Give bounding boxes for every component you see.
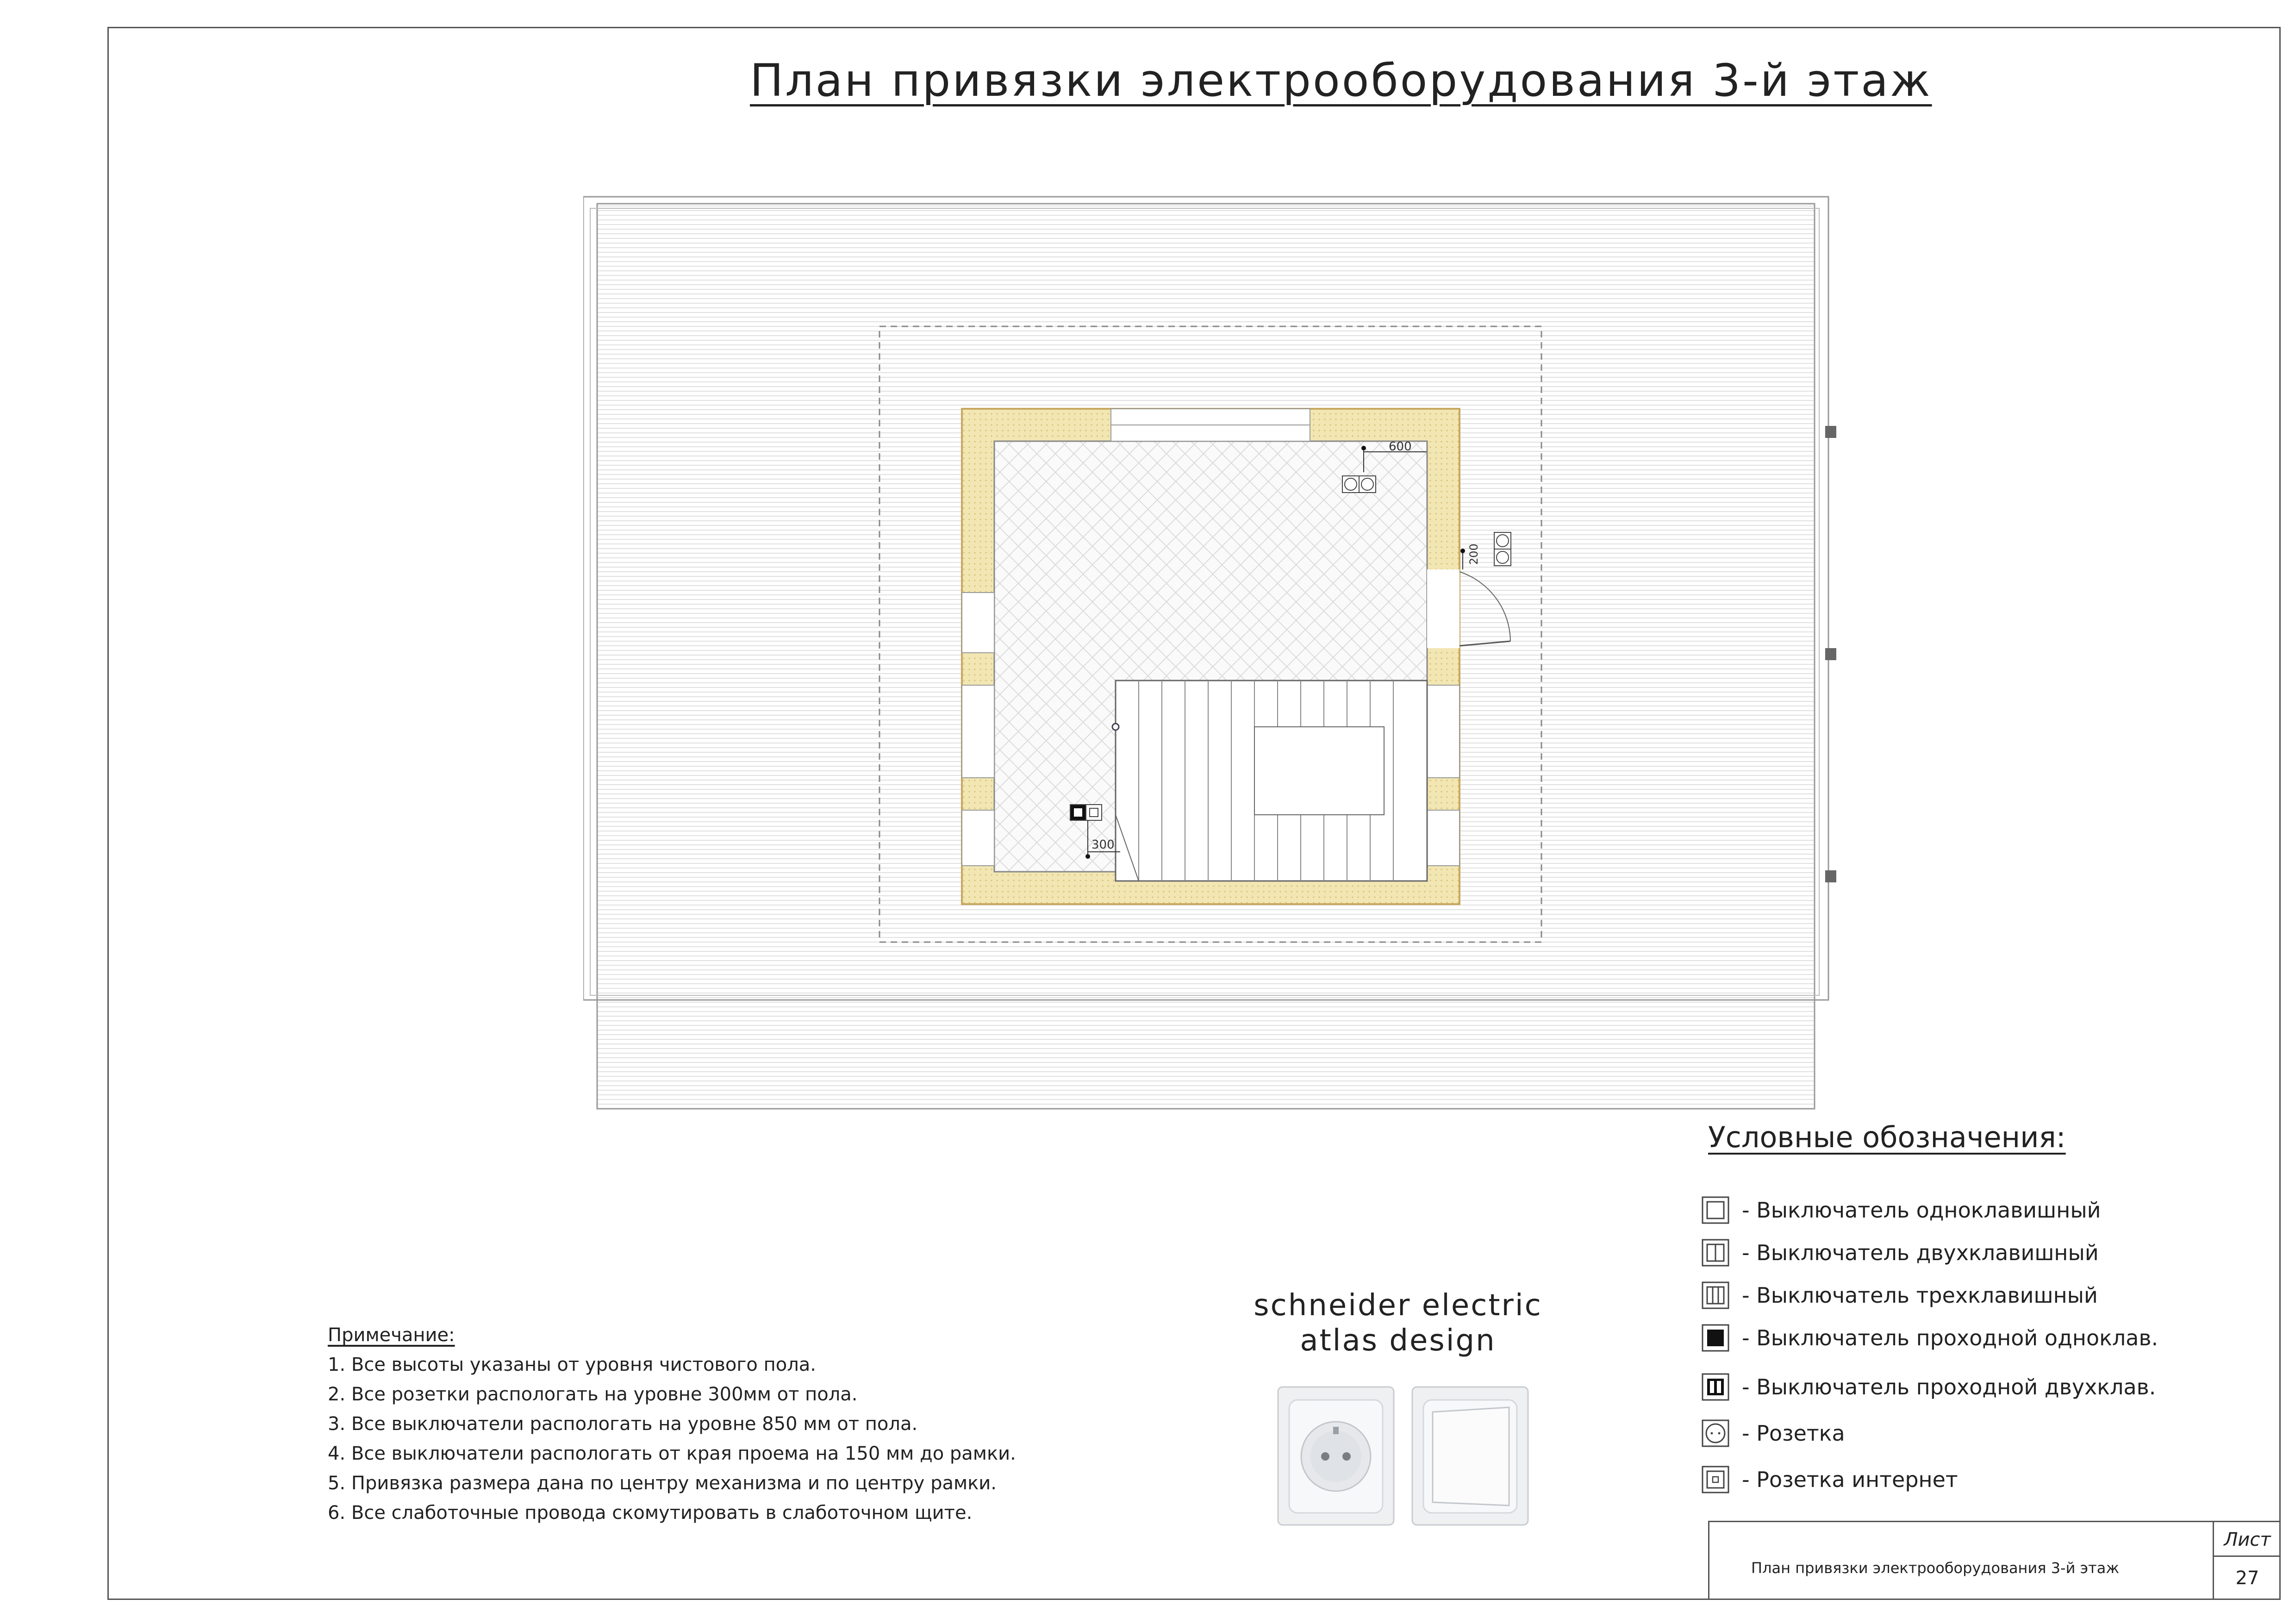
sheet-label: Лист	[2213, 1521, 2281, 1557]
socket-product-image	[1278, 1387, 1394, 1525]
note-item: 6. Все слаботочные провода скомутировать в слаботочном щите.	[328, 1502, 973, 1524]
triple-switch-icon	[1701, 1281, 1730, 1310]
legend-label: - Выключатель одноклавишный	[1742, 1198, 2101, 1223]
staircase	[1112, 681, 1427, 881]
sheet-number: 27	[2213, 1557, 2281, 1600]
legend-item	[1701, 1418, 1845, 1449]
socket-pair	[1342, 476, 1376, 493]
legend-item	[1701, 1372, 2156, 1402]
note-item: 3. Все выключатели распологать на уровне 850 мм от пола.	[328, 1413, 918, 1435]
legend-item	[1701, 1280, 2098, 1311]
roof-anchor	[1825, 426, 1836, 882]
legend-label: - Выключатель двухклавишный	[1742, 1240, 2099, 1265]
product-images	[1275, 1384, 1534, 1543]
note-item: 5. Привязка размера дана по центру механизма и по центру рамки.	[328, 1473, 997, 1494]
passthrough-single-switch-icon	[1701, 1324, 1730, 1352]
legend-item	[1701, 1237, 2099, 1268]
legend-item	[1701, 1464, 1958, 1495]
legend-label: - Розетка интернет	[1742, 1467, 1958, 1492]
dimension-top-label: 600	[1389, 440, 1412, 454]
switch-product-image	[1412, 1387, 1528, 1525]
title-block	[1708, 1521, 2281, 1600]
title-block-name-text: План привязки электрооборудования 3-й этаж	[1751, 1559, 2120, 1577]
page-title: План привязки электрооборудования 3-й этаж	[750, 55, 1932, 106]
legend-item	[1701, 1195, 2101, 1225]
note-item: 2. Все розетки распологать на уровне 300мм от пола.	[328, 1384, 858, 1405]
legend-label: - Розетка	[1742, 1421, 1845, 1446]
legend-label: - Выключатель проходной одноклав.	[1742, 1325, 2158, 1350]
legend-label: - Выключатель проходной двухклав.	[1742, 1374, 2156, 1399]
legend-label: - Выключатель трехклавишный	[1742, 1283, 2098, 1308]
double-switch-icon	[1701, 1238, 1730, 1267]
legend-title: Условные обозначения:	[1708, 1120, 2066, 1154]
passthrough-double-switch-icon	[1701, 1373, 1730, 1401]
title-block-name	[1708, 1521, 2213, 1600]
floor-plan	[583, 194, 1865, 1122]
single-switch-icon	[1701, 1196, 1730, 1224]
brand-series: atlas design	[1300, 1324, 1496, 1358]
note-item: 1. Все высоты указаны от уровня чистового пола.	[328, 1354, 817, 1375]
notes-title: Примечание:	[328, 1324, 455, 1346]
legend-item	[1701, 1323, 2158, 1353]
switch-pair	[1070, 805, 1102, 820]
brand-block	[1250, 1288, 1546, 1358]
socket-icon	[1701, 1419, 1730, 1448]
dimension-side-label: 200	[1467, 543, 1480, 565]
notes-block	[328, 1320, 1016, 1528]
brand-name: schneider electric	[1254, 1288, 1542, 1323]
dimension-bottom-label: 300	[1091, 838, 1115, 852]
internet-socket-icon	[1701, 1465, 1730, 1494]
note-item: 4. Все выключатели распологать от края проема на 150 мм до рамки.	[328, 1443, 1016, 1464]
